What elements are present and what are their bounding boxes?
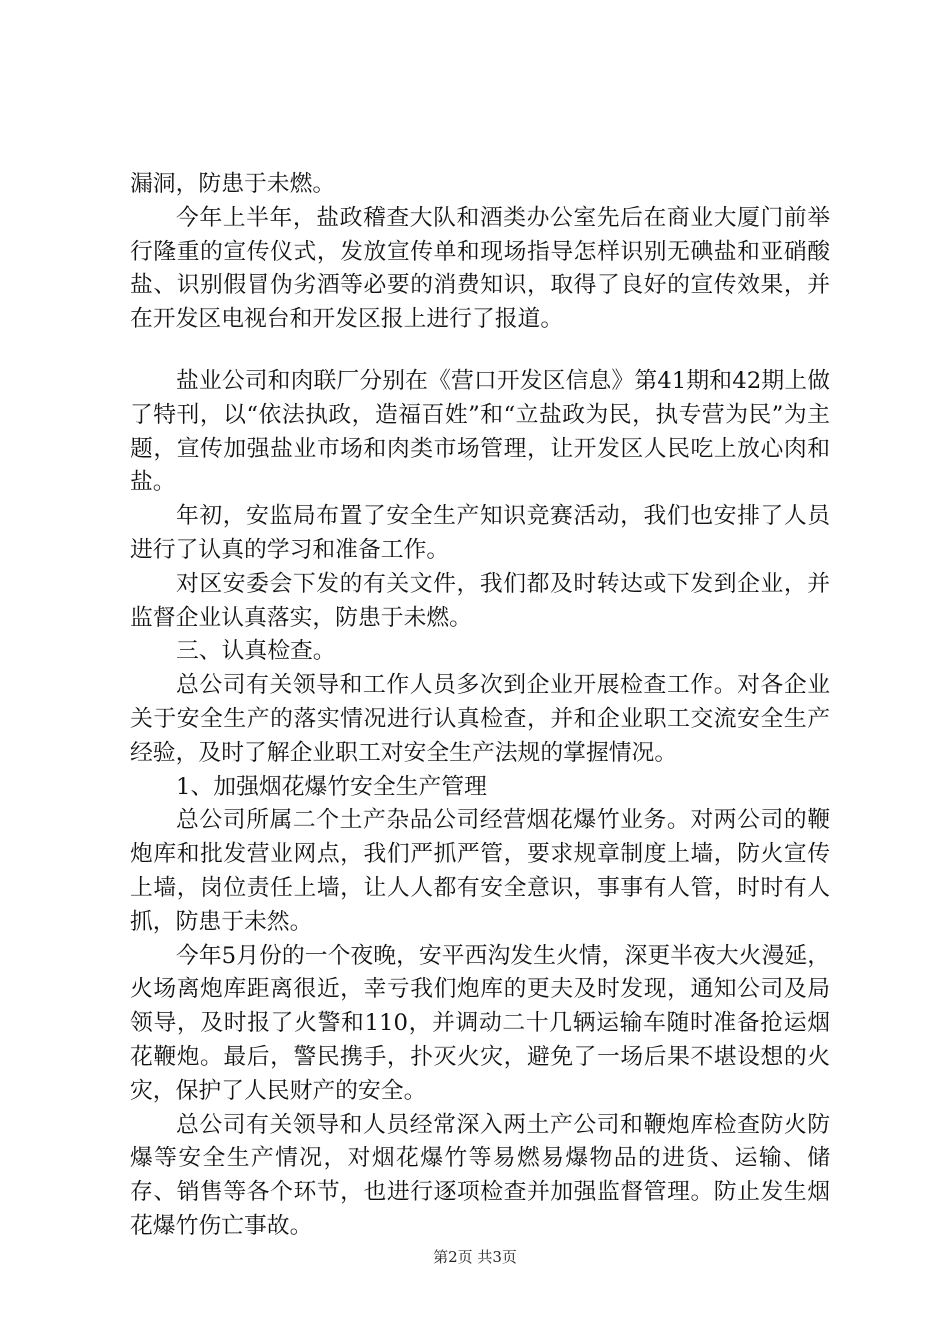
subheading-fireworks-management: 1、加强烟花爆竹安全生产管理 — [176, 773, 487, 800]
section-heading-inspection: 三、认真检查。 — [176, 638, 336, 665]
paragraph-fire-incident: 今年5月份的一个夜晚，安平西沟发生火情，深更半夜大火漫延，火场离炮库距离很近，幸亏我们炮库的更夫及时发现，通知公司及局领导，及时报了火警和110，并调动二十几辆运输车随时准备抢运烟花鞭炮。最后，警民携手，扑灭火灾，避免了一场后果不堪设想的火灾，保护了人民财产的安全。 — [130, 942, 830, 1104]
page-footer: 第2页 共3页 — [433, 1248, 517, 1266]
paragraph-documents-forwarded: 对区安委会下发的有关文件，我们都及时转达或下发到企业，并监督企业认真落实，防患于未燃。 — [130, 570, 830, 631]
paragraph-inspection-work: 总公司有关领导和工作人员多次到企业开展检查工作。对各企业关于安全生产的落实情况进行认真检查，并和企业职工交流安全生产经验，及时了解企业职工对安全生产法规的掌握情况。 — [130, 672, 830, 766]
paragraph-continuation: 漏洞，防患于未燃。 — [130, 171, 336, 197]
paragraph-special-issue: 盐业公司和肉联厂分别在《营口开发区信息》第41期和42期上做了特刊，以“依法执政，造福百姓”和“立盐政为民，执专营为民”为主题，宣传加强盐业市场和肉类市场管理，让开发区人民吃上放心肉和盐。 — [130, 367, 830, 496]
paragraph-fireworks-business: 总公司所属二个土产杂品公司经营烟花爆竹业务。对两公司的鞭炮库和批发营业网点，我们严抓严管，要求规章制度上墙，防火宣传上墙，岗位责任上墙，让人人都有安全意识，事事有人管，时时有人抓，防患于未然。 — [130, 807, 830, 935]
paragraph-fire-prevention-checks: 总公司有关领导和人员经常深入两土产公司和鞭炮库检查防火防爆等安全生产情况，对烟花爆竹等易燃易爆物品的进货、运输、储存、销售等各个环节，也进行逐项检查并加强监督管理。防止发生烟花爆竹伤亡事故。 — [130, 1111, 830, 1239]
document-body — [130, 168, 830, 1244]
paragraph-knowledge-contest: 年初，安监局布置了安全生产知识竞赛活动，我们也安排了人员进行了认真的学习和准备工作。 — [130, 503, 830, 563]
paragraph-publicity-ceremony: 今年上半年，盐政稽查大队和酒类办公室先后在商业大厦门前举行隆重的宣传仪式，发放宣传单和现场指导怎样识别无碘盐和亚硝酸盐、识别假冒伪劣酒等必要的消费知识，取得了良好的宣传效果，并在开发区电视台和开发区报上进行了报道。 — [130, 204, 830, 333]
